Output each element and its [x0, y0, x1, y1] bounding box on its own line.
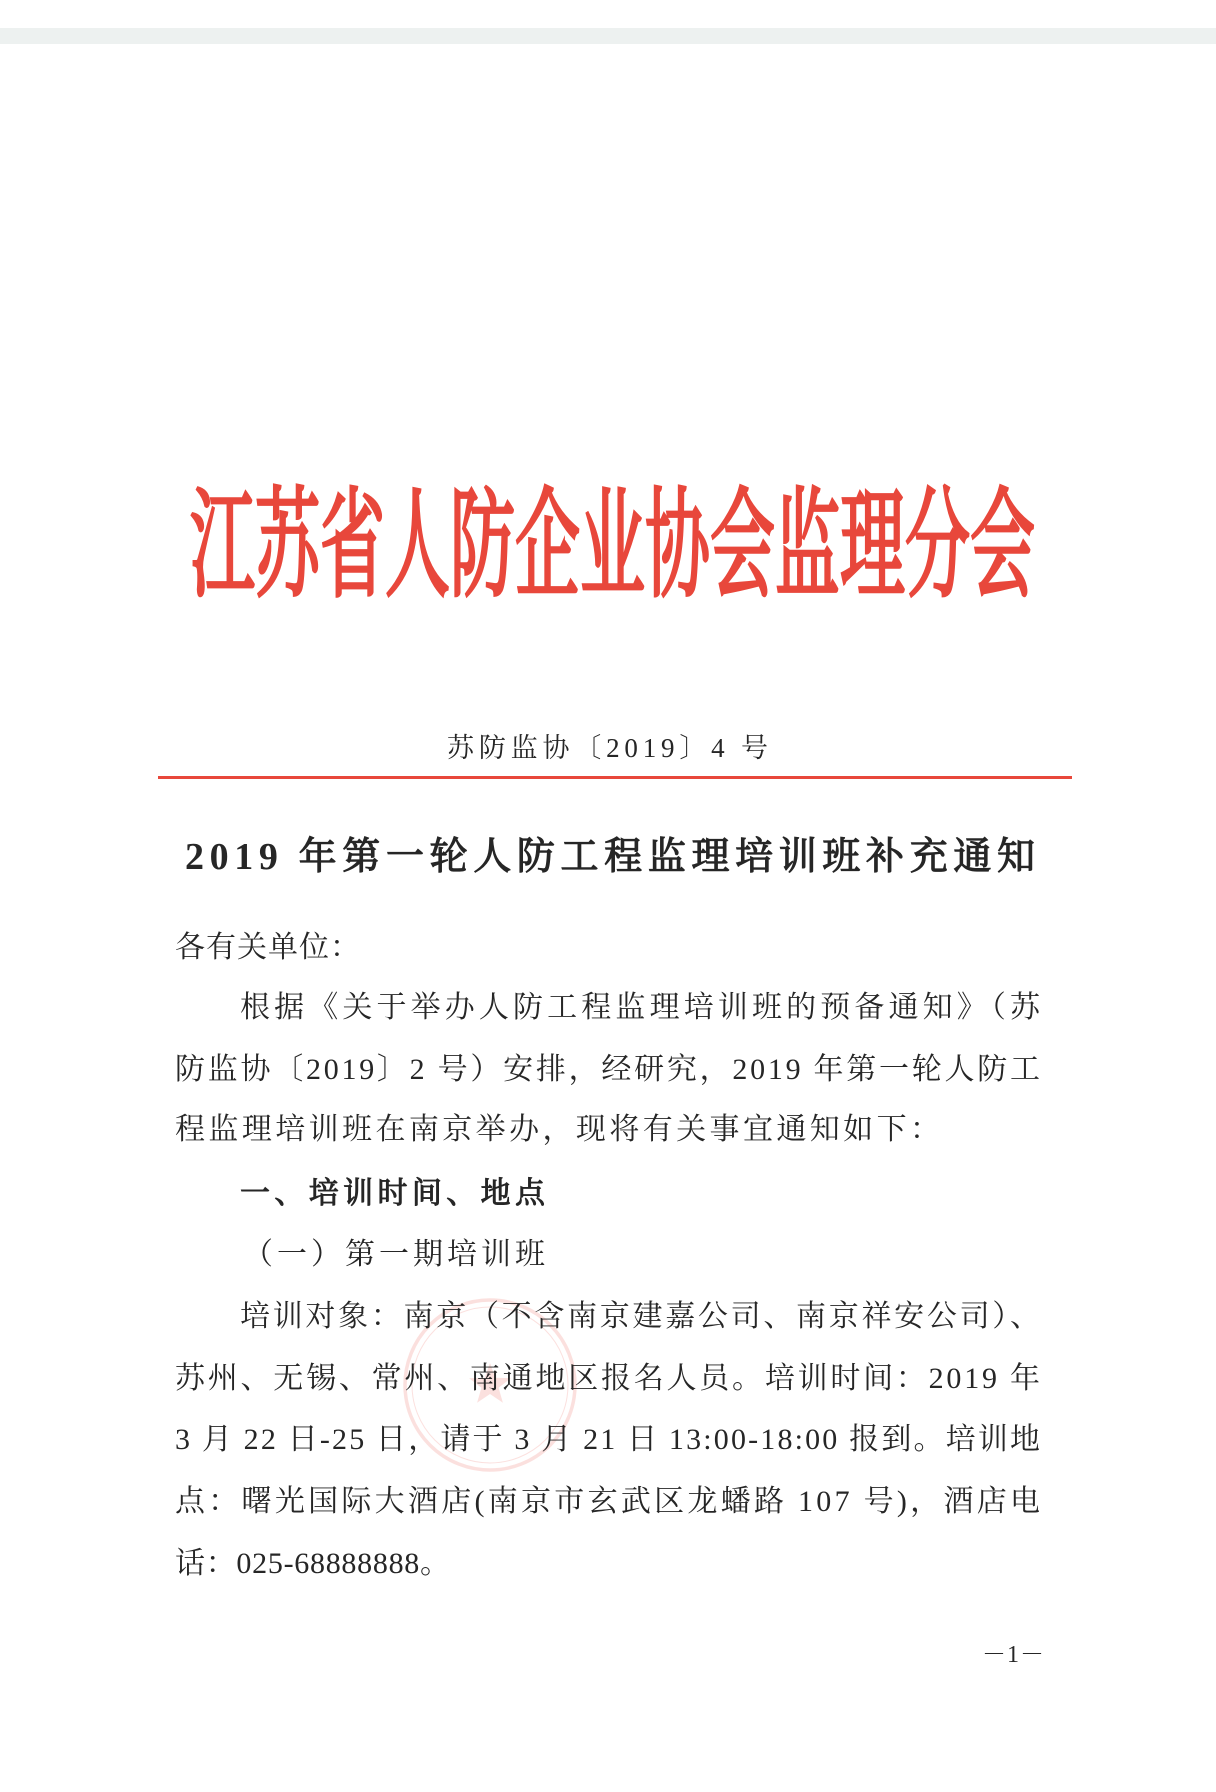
document-title: 2019 年第一轮人防工程监理培训班补充通知 [185, 836, 1035, 878]
salutation: 各有关单位： [175, 931, 360, 964]
page-number: －1－ [982, 1642, 1044, 1668]
subsection-heading: （一）第一期培训班 [243, 1238, 545, 1271]
letterhead-title: 江苏省人防企业协会监理分会 [190, 481, 1035, 613]
paragraph-2-line: 培训对象：南京（不含南京建嘉公司、南京祥安公司）、 [240, 1300, 1040, 1333]
document-number: 苏防监协〔2019〕4 号 [447, 733, 768, 763]
paragraph-2-line: 话：025-68888888。 [175, 1547, 450, 1580]
paragraph-1-line: 程监理培训班在南京举办，现将有关事宜通知如下： [175, 1113, 940, 1146]
letterhead-red-divider [158, 776, 1072, 779]
section-heading: 一、培训时间、地点 [240, 1177, 545, 1210]
paragraph-2-line: 3 月 22 日-25 日，请于 3 月 21 日 13:00-18:00 报到。培训地 [175, 1423, 1040, 1456]
paragraph-1-line: 根据《关于举办人防工程监理培训班的预备通知》（苏 [240, 991, 1040, 1024]
paragraph-2-line: 苏州、无锡、常州、南通地区报名人员。培训时间：2019 年 [175, 1362, 1040, 1395]
paragraph-1-line: 防监协〔2019〕2 号）安排，经研究，2019 年第一轮人防工 [175, 1053, 1040, 1086]
paragraph-2-line: 点：曙光国际大酒店(南京市玄武区龙蟠路 107 号)，酒店电 [175, 1485, 1040, 1518]
scan-edge-band [0, 28, 1216, 44]
